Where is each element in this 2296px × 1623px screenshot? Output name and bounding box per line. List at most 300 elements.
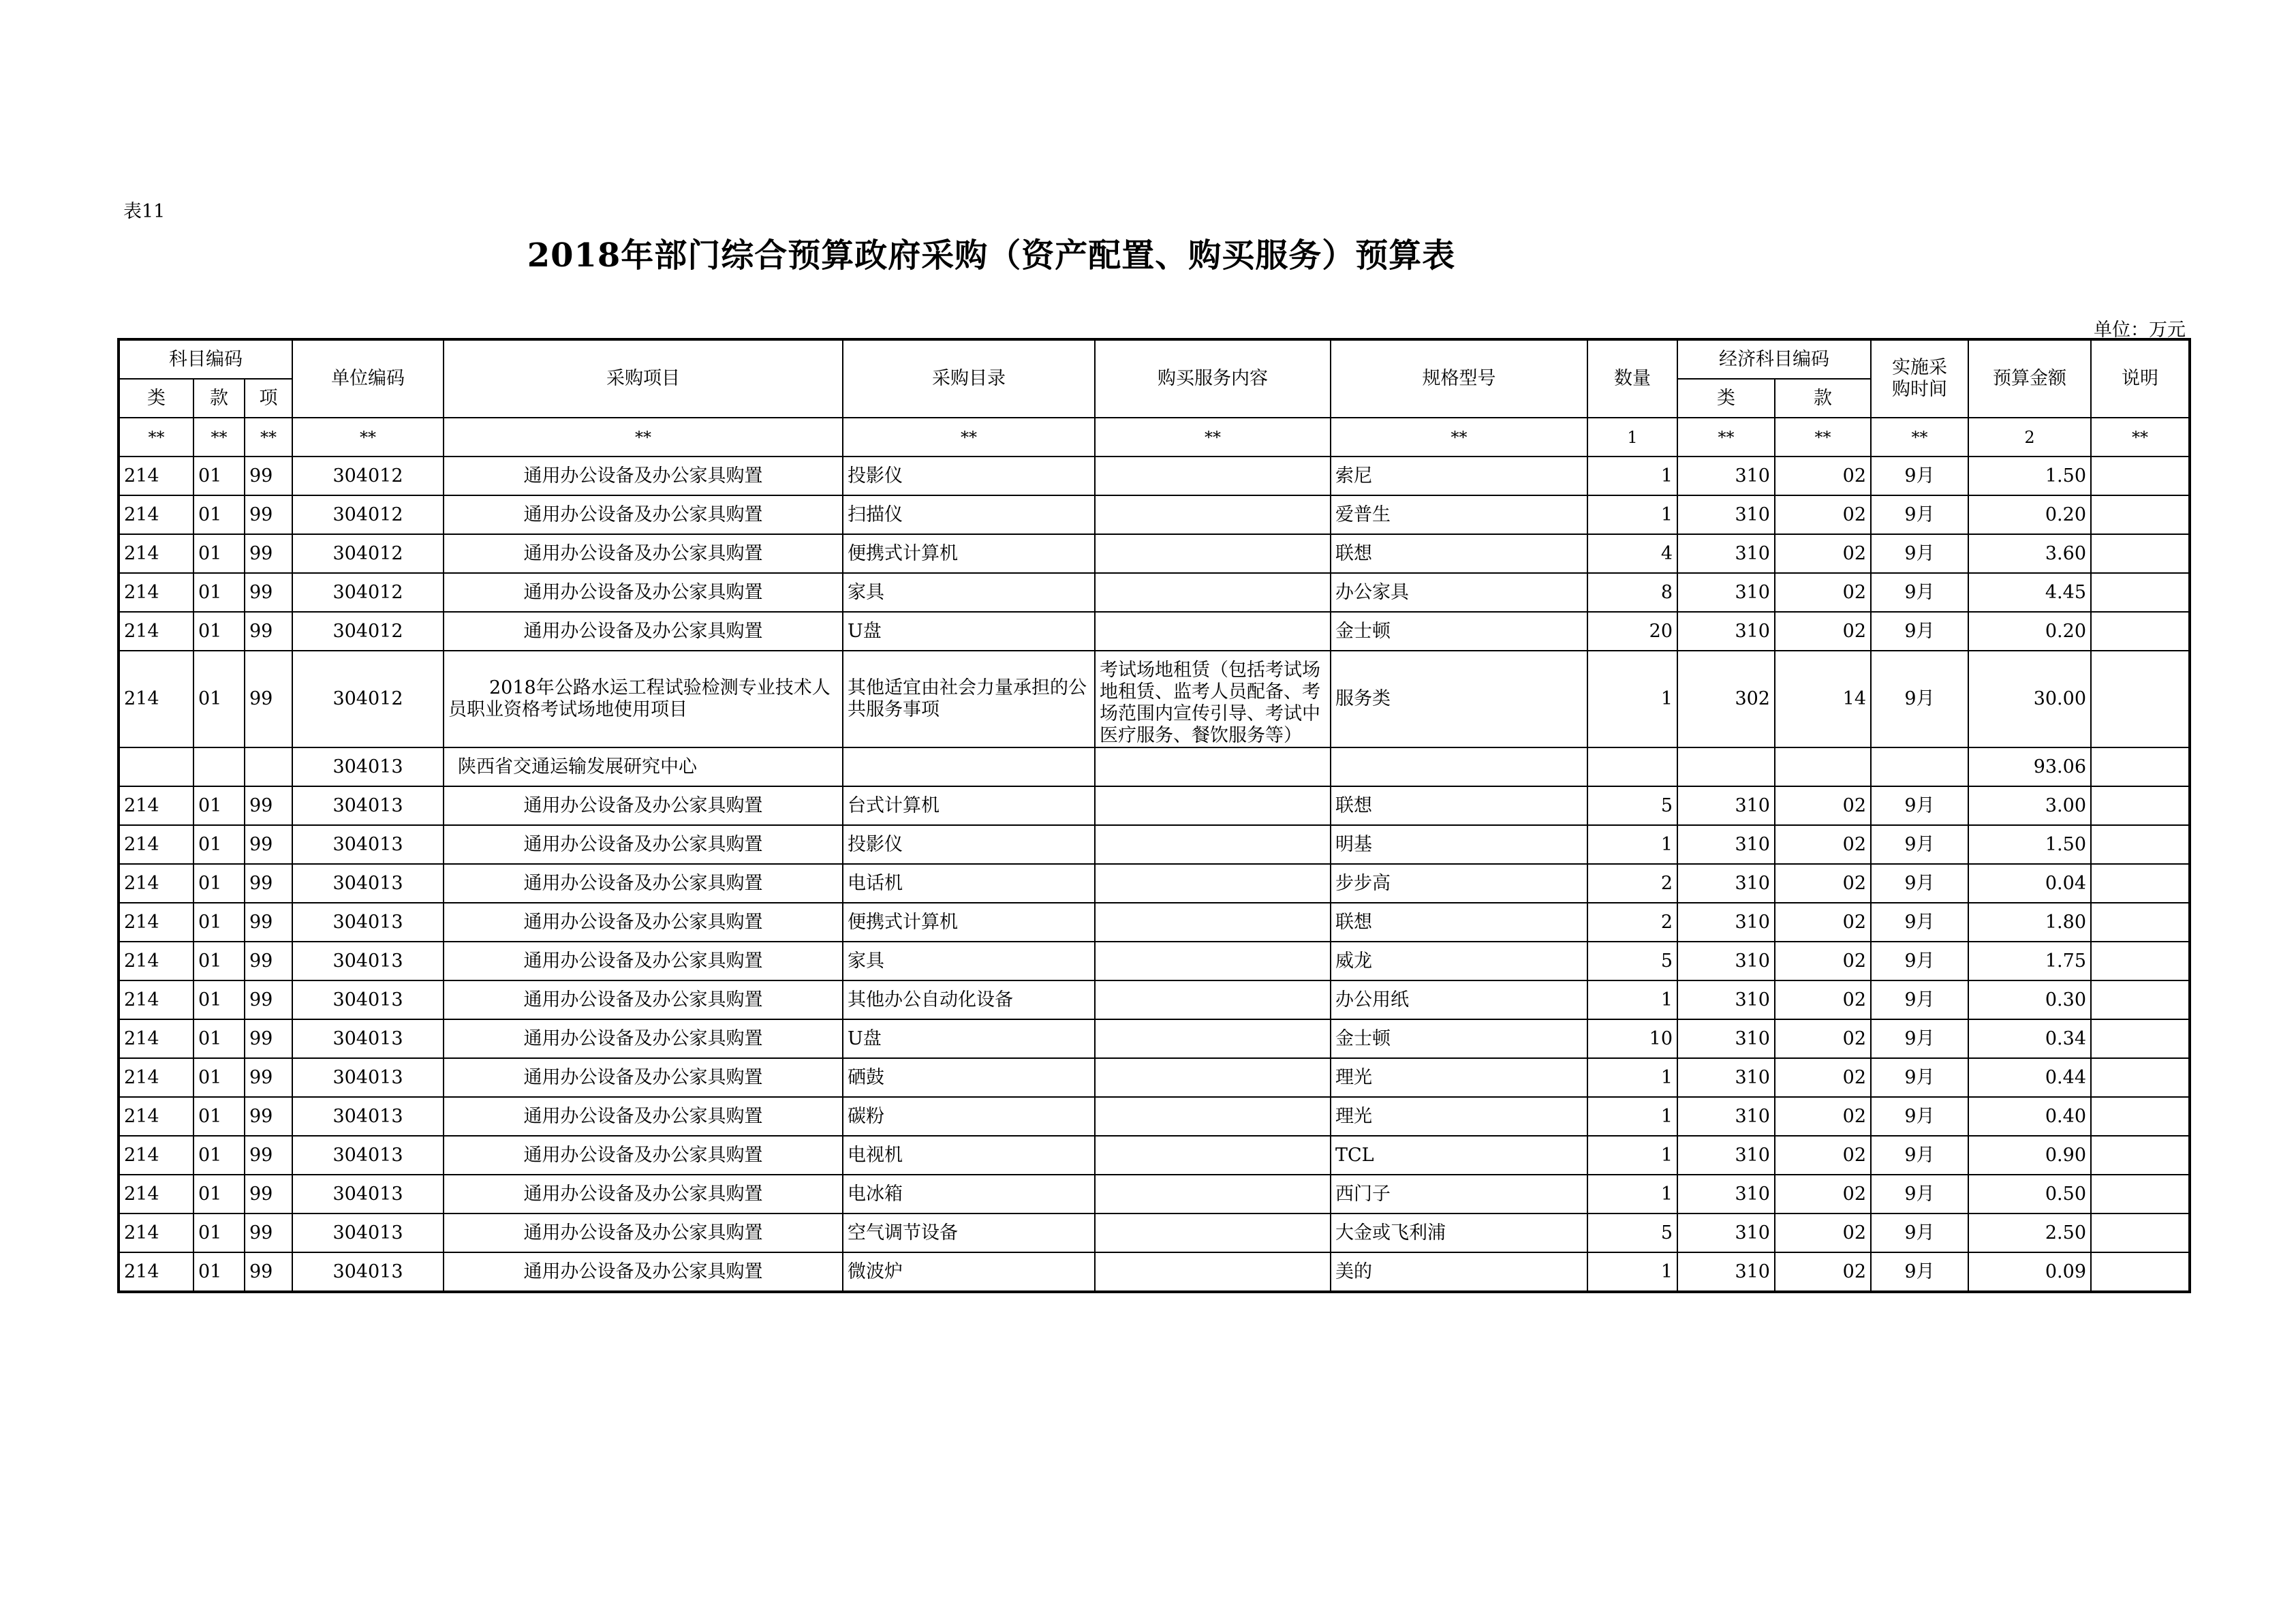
cell-xiang: 99	[245, 1252, 292, 1292]
cell-unit-code: 304013	[292, 1252, 444, 1292]
cell-unit-code: 304012	[292, 534, 444, 573]
col-time: 实施采购时间	[1871, 339, 1968, 418]
cell-xiang: 99	[245, 1097, 292, 1136]
cell-lei: 214	[119, 1175, 193, 1214]
cell-time: 9月	[1871, 1175, 1968, 1214]
cell-catalog: 电话机	[843, 864, 1095, 903]
cell-xiang: 99	[245, 1214, 292, 1252]
cell-xiang: 99	[245, 942, 292, 980]
cell-kuan: 01	[193, 1097, 245, 1136]
cell-lei: 214	[119, 612, 193, 651]
cell-service	[1095, 457, 1331, 495]
cell-econ-kuan: 02	[1775, 786, 1871, 825]
cell-time: 9月	[1871, 651, 1968, 747]
cell-project: 通用办公设备及办公家具购置	[444, 1058, 843, 1097]
cell-service	[1095, 612, 1331, 651]
cell-time: 9月	[1871, 864, 1968, 903]
cell-amount: 2.50	[1968, 1214, 2091, 1252]
cell-kuan: 01	[193, 457, 245, 495]
cell-time: 9月	[1871, 612, 1968, 651]
col-kuan: 款	[193, 379, 245, 418]
marker-cell: **	[292, 418, 444, 457]
cell-catalog: 其他办公自动化设备	[843, 980, 1095, 1019]
cell-note	[2091, 825, 2190, 864]
cell-time: 9月	[1871, 980, 1968, 1019]
cell-amount: 0.20	[1968, 495, 2091, 534]
cell-qty: 1	[1587, 1136, 1677, 1175]
cell-econ-kuan: 02	[1775, 942, 1871, 980]
table-row	[119, 1136, 2190, 1175]
cell-econ-lei	[1677, 747, 1775, 786]
table-row	[119, 651, 2190, 747]
cell-catalog: 空气调节设备	[843, 1214, 1095, 1252]
cell-project: 通用办公设备及办公家具购置	[444, 1175, 843, 1214]
cell-qty: 1	[1587, 1252, 1677, 1292]
cell-qty: 1	[1587, 651, 1677, 747]
cell-amount: 0.50	[1968, 1175, 2091, 1214]
cell-spec: 服务类	[1331, 651, 1587, 747]
cell-lei: 214	[119, 1019, 193, 1058]
cell-time	[1871, 747, 1968, 786]
cell-time: 9月	[1871, 825, 1968, 864]
col-unit-code: 单位编码	[292, 339, 444, 418]
cell-xiang: 99	[245, 786, 292, 825]
col-subject-code: 科目编码	[119, 339, 292, 379]
table-row	[119, 825, 2190, 864]
cell-econ-lei: 310	[1677, 1136, 1775, 1175]
table-row	[119, 1019, 2190, 1058]
cell-unit-code: 304012	[292, 651, 444, 747]
cell-lei: 214	[119, 651, 193, 747]
table-row	[119, 864, 2190, 903]
cell-econ-kuan: 02	[1775, 1252, 1871, 1292]
cell-econ-lei: 310	[1677, 903, 1775, 942]
cell-unit-code: 304013	[292, 1175, 444, 1214]
cell-xiang: 99	[245, 457, 292, 495]
cell-lei: 214	[119, 1058, 193, 1097]
cell-catalog: 其他适宜由社会力量承担的公共服务事项	[843, 651, 1095, 747]
cell-kuan: 01	[193, 903, 245, 942]
cell-xiang: 99	[245, 651, 292, 747]
cell-note	[2091, 573, 2190, 612]
cell-spec: 大金或飞利浦	[1331, 1214, 1587, 1252]
cell-catalog: 便携式计算机	[843, 903, 1095, 942]
marker-cell: **	[2091, 418, 2190, 457]
cell-project: 通用办公设备及办公家具购置	[444, 1252, 843, 1292]
cell-amount: 0.30	[1968, 980, 2091, 1019]
cell-kuan: 01	[193, 942, 245, 980]
cell-lei: 214	[119, 903, 193, 942]
cell-qty: 1	[1587, 825, 1677, 864]
cell-qty: 20	[1587, 612, 1677, 651]
cell-project: 通用办公设备及办公家具购置	[444, 1214, 843, 1252]
marker-cell: **	[444, 418, 843, 457]
cell-econ-lei: 310	[1677, 495, 1775, 534]
cell-kuan: 01	[193, 864, 245, 903]
cell-time: 9月	[1871, 1058, 1968, 1097]
cell-unit-code: 304013	[292, 980, 444, 1019]
cell-note	[2091, 457, 2190, 495]
cell-project: 通用办公设备及办公家具购置	[444, 573, 843, 612]
marker-cell: 2	[1968, 418, 2091, 457]
cell-lei: 214	[119, 1097, 193, 1136]
cell-amount: 0.04	[1968, 864, 2091, 903]
cell-time: 9月	[1871, 534, 1968, 573]
cell-unit-code: 304013	[292, 903, 444, 942]
cell-catalog: U盘	[843, 612, 1095, 651]
cell-econ-kuan: 02	[1775, 1058, 1871, 1097]
cell-spec: 索尼	[1331, 457, 1587, 495]
cell-econ-kuan: 02	[1775, 1019, 1871, 1058]
table-number: 表11	[123, 201, 166, 222]
cell-project: 通用办公设备及办公家具购置	[444, 864, 843, 903]
cell-econ-kuan: 02	[1775, 495, 1871, 534]
table-row	[119, 980, 2190, 1019]
cell-xiang: 99	[245, 1058, 292, 1097]
cell-econ-kuan: 02	[1775, 457, 1871, 495]
cell-note	[2091, 1252, 2190, 1292]
col-spec: 规格型号	[1331, 339, 1587, 418]
cell-unit-code: 304012	[292, 612, 444, 651]
cell-qty	[1587, 747, 1677, 786]
cell-kuan: 01	[193, 1019, 245, 1058]
cell-unit-code: 304013	[292, 1214, 444, 1252]
cell-qty: 5	[1587, 786, 1677, 825]
cell-qty: 8	[1587, 573, 1677, 612]
cell-lei: 214	[119, 864, 193, 903]
cell-time: 9月	[1871, 495, 1968, 534]
cell-econ-lei: 310	[1677, 942, 1775, 980]
cell-lei: 214	[119, 825, 193, 864]
cell-note	[2091, 651, 2190, 747]
cell-xiang: 99	[245, 1175, 292, 1214]
cell-amount: 0.34	[1968, 1019, 2091, 1058]
cell-time: 9月	[1871, 1136, 1968, 1175]
cell-service	[1095, 786, 1331, 825]
cell-qty: 10	[1587, 1019, 1677, 1058]
cell-xiang: 99	[245, 903, 292, 942]
cell-catalog: 碳粉	[843, 1097, 1095, 1136]
cell-lei: 214	[119, 534, 193, 573]
cell-service	[1095, 1019, 1331, 1058]
cell-note	[2091, 1097, 2190, 1136]
table-row	[119, 942, 2190, 980]
cell-qty: 1	[1587, 1175, 1677, 1214]
cell-project: 通用办公设备及办公家具购置	[444, 1019, 843, 1058]
cell-project: 通用办公设备及办公家具购置	[444, 534, 843, 573]
cell-catalog: 硒鼓	[843, 1058, 1095, 1097]
table-row	[119, 573, 2190, 612]
cell-service	[1095, 942, 1331, 980]
cell-service	[1095, 1097, 1331, 1136]
cell-econ-lei: 310	[1677, 534, 1775, 573]
cell-econ-kuan	[1775, 747, 1871, 786]
cell-econ-lei: 310	[1677, 573, 1775, 612]
cell-spec: 理光	[1331, 1058, 1587, 1097]
cell-project: 通用办公设备及办公家具购置	[444, 942, 843, 980]
col-note: 说明	[2091, 339, 2190, 418]
cell-spec: 爱普生	[1331, 495, 1587, 534]
cell-time: 9月	[1871, 1097, 1968, 1136]
cell-unit-code: 304013	[292, 942, 444, 980]
cell-unit-code: 304013	[292, 864, 444, 903]
marker-cell: **	[1331, 418, 1587, 457]
cell-amount: 93.06	[1968, 747, 2091, 786]
cell-spec: 明基	[1331, 825, 1587, 864]
marker-cell: **	[193, 418, 245, 457]
cell-catalog: 微波炉	[843, 1252, 1095, 1292]
cell-econ-lei: 310	[1677, 1175, 1775, 1214]
cell-lei	[119, 747, 193, 786]
cell-note	[2091, 786, 2190, 825]
cell-kuan: 01	[193, 651, 245, 747]
col-project: 采购项目	[444, 339, 843, 418]
cell-lei: 214	[119, 495, 193, 534]
cell-xiang	[245, 747, 292, 786]
col-econ-code: 经济科目编码	[1677, 339, 1871, 379]
cell-catalog: 电视机	[843, 1136, 1095, 1175]
cell-time: 9月	[1871, 786, 1968, 825]
cell-econ-lei: 310	[1677, 612, 1775, 651]
cell-kuan: 01	[193, 1214, 245, 1252]
cell-kuan: 01	[193, 1252, 245, 1292]
table-row	[119, 1252, 2190, 1292]
cell-amount: 0.20	[1968, 612, 2091, 651]
cell-project: 通用办公设备及办公家具购置	[444, 1136, 843, 1175]
table-row	[119, 1175, 2190, 1214]
cell-xiang: 99	[245, 612, 292, 651]
cell-catalog: 电冰箱	[843, 1175, 1095, 1214]
cell-spec: 理光	[1331, 1097, 1587, 1136]
cell-catalog: 便携式计算机	[843, 534, 1095, 573]
cell-time: 9月	[1871, 903, 1968, 942]
table-row	[119, 786, 2190, 825]
cell-unit-code: 304013	[292, 1097, 444, 1136]
col-lei: 类	[119, 379, 193, 418]
cell-spec	[1331, 747, 1587, 786]
col-service: 购买服务内容	[1095, 339, 1331, 418]
cell-unit-code: 304013	[292, 825, 444, 864]
table-row	[119, 903, 2190, 942]
cell-service	[1095, 573, 1331, 612]
cell-spec: 西门子	[1331, 1175, 1587, 1214]
col-qty: 数量	[1587, 339, 1677, 418]
cell-note	[2091, 534, 2190, 573]
cell-econ-lei: 310	[1677, 1097, 1775, 1136]
cell-spec: 联想	[1331, 903, 1587, 942]
cell-econ-lei: 310	[1677, 825, 1775, 864]
cell-econ-kuan: 02	[1775, 864, 1871, 903]
marker-cell: **	[1677, 418, 1775, 457]
cell-time: 9月	[1871, 942, 1968, 980]
cell-project: 通用办公设备及办公家具购置	[444, 1097, 843, 1136]
header-row-1	[119, 339, 2190, 379]
cell-kuan: 01	[193, 534, 245, 573]
cell-econ-lei: 302	[1677, 651, 1775, 747]
table-row	[119, 495, 2190, 534]
cell-econ-kuan: 02	[1775, 1175, 1871, 1214]
cell-unit-code: 304013	[292, 1058, 444, 1097]
cell-xiang: 99	[245, 573, 292, 612]
cell-unit-code: 304013	[292, 786, 444, 825]
cell-project: 通用办公设备及办公家具购置	[444, 495, 843, 534]
cell-econ-kuan: 02	[1775, 825, 1871, 864]
cell-xiang: 99	[245, 495, 292, 534]
marker-cell: 1	[1587, 418, 1677, 457]
cell-qty: 4	[1587, 534, 1677, 573]
cell-econ-kuan: 02	[1775, 573, 1871, 612]
table-row	[119, 534, 2190, 573]
cell-econ-kuan: 02	[1775, 534, 1871, 573]
cell-spec: 联想	[1331, 534, 1587, 573]
cell-service	[1095, 534, 1331, 573]
cell-spec: TCL	[1331, 1136, 1587, 1175]
cell-kuan: 01	[193, 1136, 245, 1175]
cell-amount: 1.80	[1968, 903, 2091, 942]
cell-xiang: 99	[245, 864, 292, 903]
cell-unit-code: 304012	[292, 573, 444, 612]
cell-project: 2018年公路水运工程试验检测专业技术人员职业资格考试场地使用项目	[444, 651, 843, 747]
cell-amount: 30.00	[1968, 651, 2091, 747]
cell-catalog: 扫描仪	[843, 495, 1095, 534]
cell-kuan: 01	[193, 612, 245, 651]
cell-note	[2091, 980, 2190, 1019]
cell-note	[2091, 1136, 2190, 1175]
cell-project: 通用办公设备及办公家具购置	[444, 457, 843, 495]
cell-amount: 1.50	[1968, 825, 2091, 864]
cell-qty: 1	[1587, 495, 1677, 534]
cell-time: 9月	[1871, 573, 1968, 612]
col-xiang: 项	[245, 379, 292, 418]
cell-xiang: 99	[245, 825, 292, 864]
cell-lei: 214	[119, 942, 193, 980]
cell-amount: 3.00	[1968, 786, 2091, 825]
cell-kuan: 01	[193, 980, 245, 1019]
cell-service: 考试场地租赁（包括考试场地租赁、监考人员配备、考场范围内宣传引导、考试中医疗服务、餐饮服务等）	[1095, 651, 1331, 747]
table-row	[119, 612, 2190, 651]
cell-note	[2091, 1214, 2190, 1252]
cell-qty: 5	[1587, 942, 1677, 980]
cell-amount: 0.40	[1968, 1097, 2091, 1136]
cell-spec: 金士顿	[1331, 1019, 1587, 1058]
marker-cell: **	[843, 418, 1095, 457]
cell-lei: 214	[119, 786, 193, 825]
cell-project: 通用办公设备及办公家具购置	[444, 825, 843, 864]
cell-project: 通用办公设备及办公家具购置	[444, 786, 843, 825]
cell-spec: 威龙	[1331, 942, 1587, 980]
unit-label: 单位：万元	[2094, 320, 2186, 341]
cell-time: 9月	[1871, 1019, 1968, 1058]
cell-service	[1095, 1136, 1331, 1175]
cell-spec: 联想	[1331, 786, 1587, 825]
cell-project: 通用办公设备及办公家具购置	[444, 903, 843, 942]
table-row	[119, 1214, 2190, 1252]
cell-spec: 美的	[1331, 1252, 1587, 1292]
cell-amount: 1.75	[1968, 942, 2091, 980]
cell-qty: 1	[1587, 980, 1677, 1019]
table-row	[119, 1097, 2190, 1136]
cell-note	[2091, 747, 2190, 786]
cell-service	[1095, 1058, 1331, 1097]
marker-row	[119, 418, 2190, 457]
cell-catalog: 投影仪	[843, 825, 1095, 864]
cell-service	[1095, 1175, 1331, 1214]
table-row	[119, 457, 2190, 495]
cell-catalog: 家具	[843, 942, 1095, 980]
cell-lei: 214	[119, 573, 193, 612]
cell-qty: 5	[1587, 1214, 1677, 1252]
cell-service	[1095, 747, 1331, 786]
cell-project: 通用办公设备及办公家具购置	[444, 980, 843, 1019]
cell-catalog: 台式计算机	[843, 786, 1095, 825]
cell-econ-lei: 310	[1677, 1252, 1775, 1292]
cell-econ-lei: 310	[1677, 1019, 1775, 1058]
cell-kuan: 01	[193, 1058, 245, 1097]
cell-xiang: 99	[245, 1019, 292, 1058]
cell-econ-lei: 310	[1677, 864, 1775, 903]
cell-unit-code: 304012	[292, 495, 444, 534]
cell-service	[1095, 864, 1331, 903]
cell-econ-lei: 310	[1677, 457, 1775, 495]
cell-amount: 0.90	[1968, 1136, 2091, 1175]
marker-cell: **	[245, 418, 292, 457]
cell-kuan: 01	[193, 1175, 245, 1214]
cell-lei: 214	[119, 1252, 193, 1292]
col-catalog: 采购目录	[843, 339, 1095, 418]
marker-cell: **	[1775, 418, 1871, 457]
cell-service	[1095, 495, 1331, 534]
cell-econ-lei: 310	[1677, 1214, 1775, 1252]
cell-unit-name: 陕西省交通运输发展研究中心	[444, 747, 843, 786]
cell-time: 9月	[1871, 1252, 1968, 1292]
cell-qty: 2	[1587, 903, 1677, 942]
cell-lei: 214	[119, 980, 193, 1019]
cell-econ-kuan: 02	[1775, 903, 1871, 942]
budget-table	[117, 338, 2191, 1293]
col-amount: 预算金额	[1968, 339, 2091, 418]
cell-kuan: 01	[193, 786, 245, 825]
cell-spec: 步步高	[1331, 864, 1587, 903]
cell-econ-lei: 310	[1677, 1058, 1775, 1097]
cell-econ-kuan: 02	[1775, 980, 1871, 1019]
marker-cell: **	[1095, 418, 1331, 457]
cell-lei: 214	[119, 457, 193, 495]
cell-catalog: 投影仪	[843, 457, 1095, 495]
cell-note	[2091, 1175, 2190, 1214]
cell-kuan: 01	[193, 825, 245, 864]
cell-econ-kuan: 02	[1775, 1136, 1871, 1175]
col-econ-kuan: 款	[1775, 379, 1871, 418]
col-econ-lei: 类	[1677, 379, 1775, 418]
cell-econ-lei: 310	[1677, 980, 1775, 1019]
cell-kuan	[193, 747, 245, 786]
cell-service	[1095, 980, 1331, 1019]
page-title: 2018年部门综合预算政府采购（资产配置、购买服务）预算表	[527, 236, 1456, 275]
cell-xiang: 99	[245, 1136, 292, 1175]
cell-xiang: 99	[245, 534, 292, 573]
cell-spec: 办公家具	[1331, 573, 1587, 612]
cell-project: 通用办公设备及办公家具购置	[444, 612, 843, 651]
cell-service	[1095, 903, 1331, 942]
cell-catalog: 家具	[843, 573, 1095, 612]
cell-qty: 1	[1587, 457, 1677, 495]
cell-qty: 1	[1587, 1058, 1677, 1097]
cell-econ-kuan: 02	[1775, 1097, 1871, 1136]
cell-catalog: U盘	[843, 1019, 1095, 1058]
cell-econ-lei: 310	[1677, 786, 1775, 825]
cell-time: 9月	[1871, 1214, 1968, 1252]
cell-kuan: 01	[193, 573, 245, 612]
